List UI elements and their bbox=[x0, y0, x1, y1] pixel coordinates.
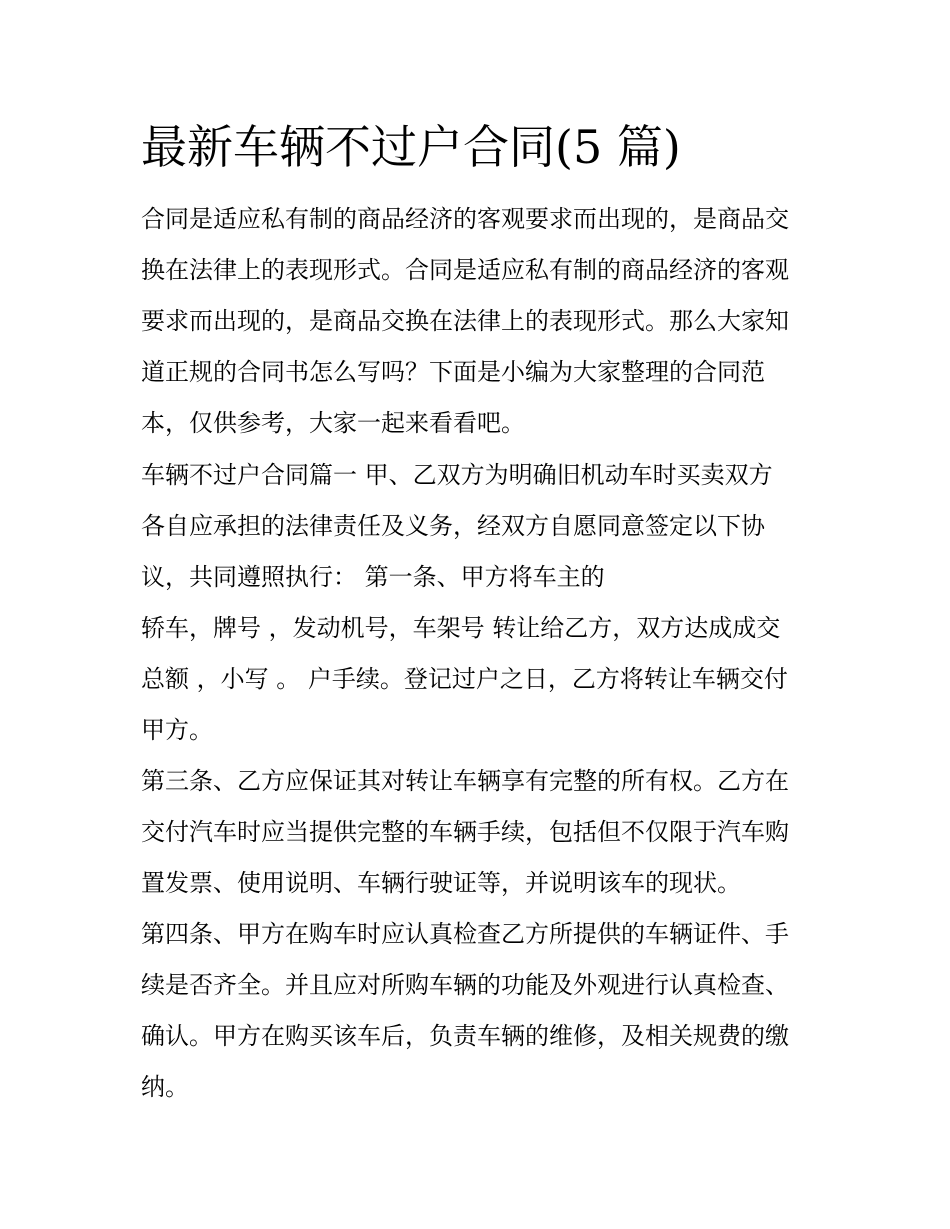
body-line: 总额 ，小写 。 户手续。登记过户之日，乙方将转让车辆交付 bbox=[141, 665, 788, 693]
body-line: 纳。 bbox=[141, 1073, 189, 1101]
body-line: 车辆不过户合同篇一 甲、乙双方为明确旧机动车时买卖双方 bbox=[141, 461, 773, 489]
body-line: 置发票、使用说明、车辆行驶证等，并说明该车的现状。 bbox=[141, 869, 741, 897]
document-title: 最新车辆不过户合同(5 篇) bbox=[141, 120, 681, 174]
body-line: 甲方。 bbox=[141, 716, 213, 744]
body-line: 道正规的合同书怎么写吗？下面是小编为大家整理的合同范 bbox=[141, 358, 765, 386]
body-line: 第三条、乙方应保证其对转让车辆享有完整的所有权。乙方在 bbox=[141, 767, 789, 795]
body-line: 换在法律上的表现形式。合同是适应私有制的商品经济的客观 bbox=[141, 256, 789, 284]
body-line: 续是否齐全。并且应对所购车辆的功能及外观进行认真检查、 bbox=[141, 971, 789, 999]
body-line: 交付汽车时应当提供完整的车辆手续，包括但不仅限于汽车购 bbox=[141, 818, 789, 846]
body-line: 要求而出现的，是商品交换在法律上的表现形式。那么大家知 bbox=[141, 307, 789, 335]
body-line: 各自应承担的法律责任及义务，经双方自愿同意签定以下协 bbox=[141, 512, 765, 540]
body-line: 议，共同遵照执行： 第一条、甲方将车主的 bbox=[141, 563, 605, 591]
body-line: 轿车，牌号 ，发动机号，车架号 转让给乙方，双方达成成交 bbox=[141, 614, 781, 642]
body-line: 确认。甲方在购买该车后，负责车辆的维修，及相关规费的缴 bbox=[141, 1022, 789, 1050]
body-line: 第四条、甲方在购车时应认真检查乙方所提供的车辆证件、手 bbox=[141, 920, 789, 948]
body-line: 合同是适应私有制的商品经济的客观要求而出现的，是商品交 bbox=[141, 205, 789, 233]
body-line: 本，仅供参考，大家一起来看看吧。 bbox=[141, 409, 525, 437]
